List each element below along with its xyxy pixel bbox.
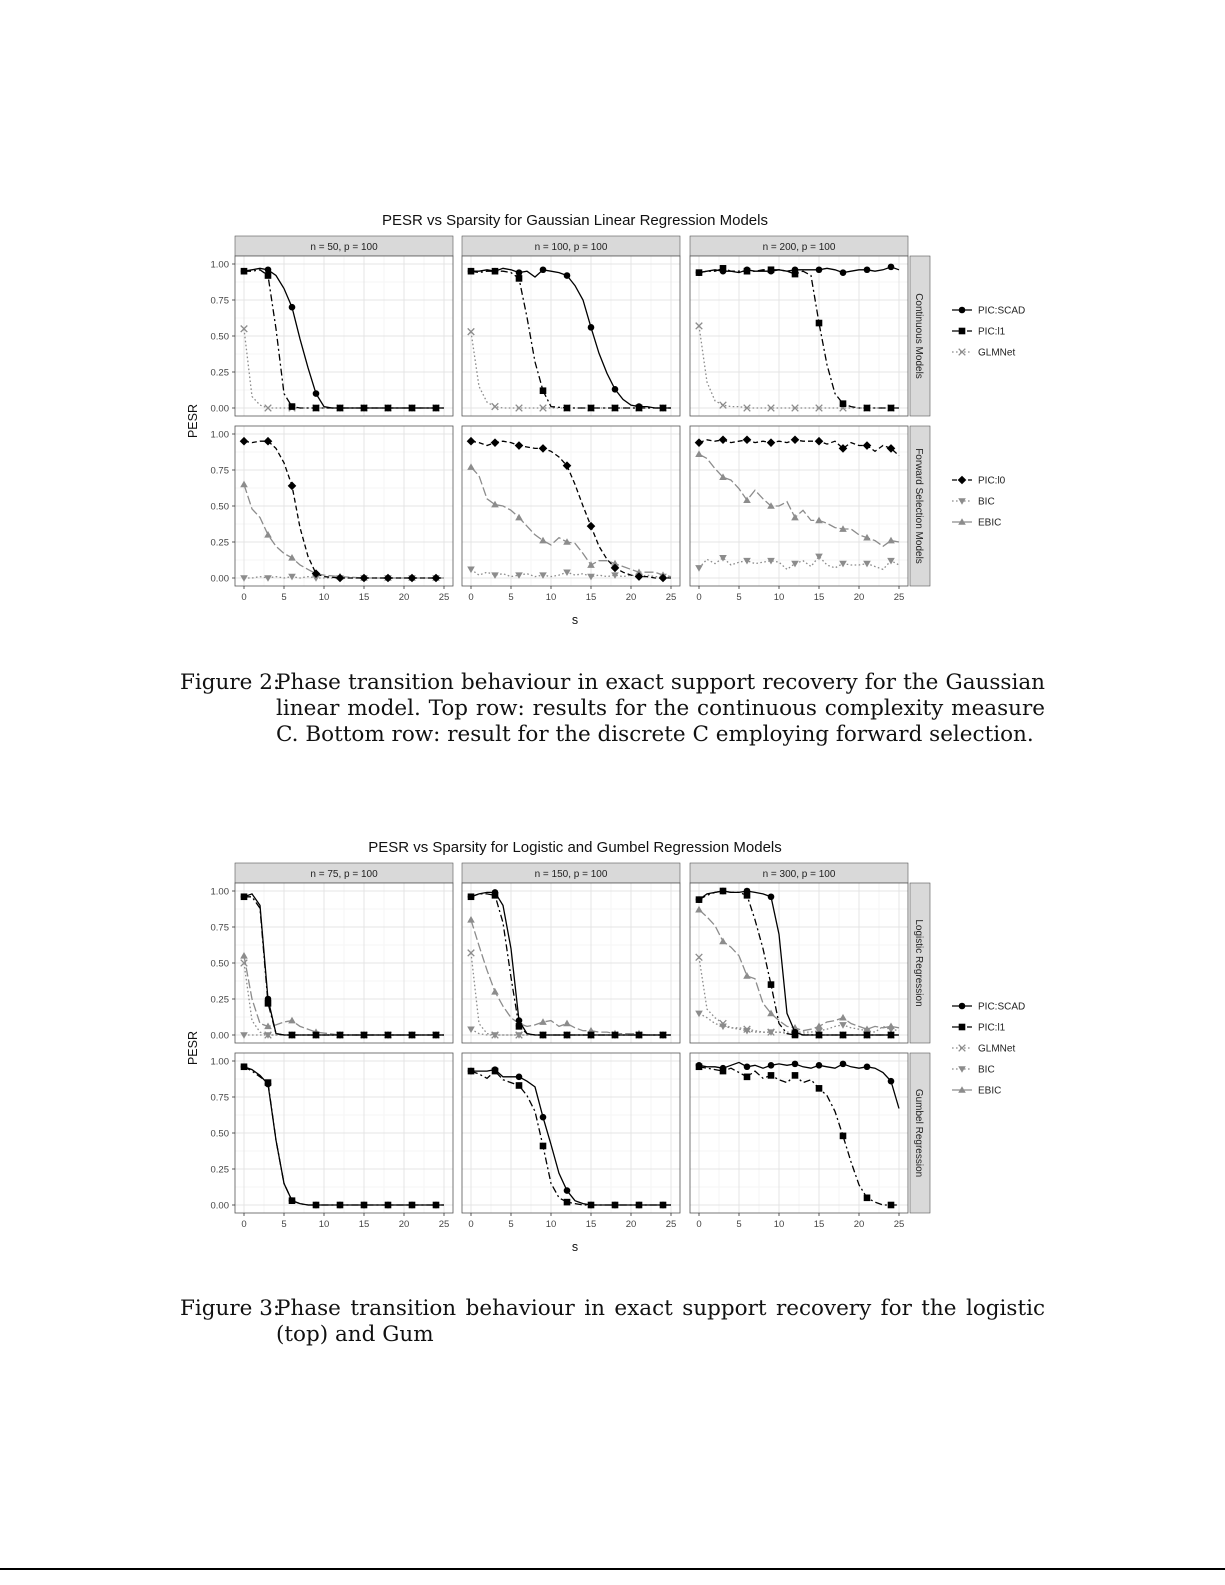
data-point: [660, 405, 667, 412]
data-point: [720, 1068, 727, 1075]
data-point: [564, 405, 571, 412]
data-point: [588, 1032, 595, 1039]
y-axis-title: PESR: [186, 1030, 200, 1066]
y-tick-label: 0.25: [210, 367, 229, 379]
legend-key-marker: [958, 476, 967, 485]
x-tick-label: 15: [813, 1219, 825, 1230]
figure-2-number: Figure 2:: [180, 670, 281, 695]
data-point: [864, 266, 871, 273]
facet-strip-label: n = 100, p = 100: [534, 242, 608, 253]
data-point: [433, 1032, 440, 1039]
legend-label: PIC:SCAD: [978, 305, 1026, 317]
y-tick-label: 0.75: [210, 465, 229, 477]
panel-r0-c1: [462, 256, 680, 416]
page-bottom-rule: [0, 1568, 1225, 1570]
x-tick-label: 25: [665, 592, 677, 603]
data-point: [816, 266, 823, 273]
data-point: [888, 1202, 895, 1209]
data-point: [385, 1032, 392, 1039]
data-point: [888, 1032, 895, 1039]
y-tick-label: 0.50: [210, 1128, 229, 1140]
data-point: [564, 272, 571, 279]
facet-strip-row-label: Logistic Regression: [913, 919, 924, 1007]
data-point: [540, 266, 547, 273]
data-point: [612, 1202, 619, 1209]
x-tick-label: 20: [853, 1219, 865, 1230]
x-tick-label: 25: [893, 1219, 905, 1230]
data-point: [289, 403, 296, 410]
x-tick-label: 25: [438, 592, 450, 603]
data-point: [540, 387, 547, 394]
y-tick-label: 1.00: [210, 886, 229, 898]
panel-r0-c0: [211, 256, 454, 416]
data-point: [768, 266, 775, 273]
figure-3-text: Phase transition behaviour in exact support recovery for the logistic (top) and Gum: [276, 1296, 1045, 1347]
data-point: [840, 1061, 847, 1068]
panel-r1-c0: [211, 426, 454, 603]
x-tick-label: 5: [508, 592, 514, 603]
data-point: [409, 1202, 416, 1209]
figure-3-number: Figure 3:: [180, 1296, 281, 1321]
x-tick-label: 5: [736, 1219, 742, 1230]
y-tick-label: 0.00: [210, 1030, 229, 1042]
chart-3: [186, 839, 1025, 1254]
legend-label: BIC: [978, 496, 995, 508]
data-point: [696, 269, 703, 276]
data-point: [409, 1032, 416, 1039]
facet-strip-row-label: Continuous Models: [913, 293, 924, 379]
data-point: [540, 1114, 547, 1121]
x-tick-label: 10: [773, 1219, 785, 1230]
x-axis-title: s: [571, 1240, 579, 1254]
data-point: [337, 405, 344, 412]
chart-title: PESR vs Sparsity for Gaussian Linear Regression Models: [381, 212, 769, 229]
data-point: [492, 268, 499, 275]
x-tick-label: 0: [241, 1219, 247, 1230]
data-point: [720, 888, 727, 895]
data-point: [241, 268, 248, 275]
data-point: [241, 1063, 248, 1070]
data-point: [792, 271, 799, 278]
facet-strip-label: n = 300, p = 100: [762, 869, 836, 880]
data-point: [337, 1032, 344, 1039]
x-tick-label: 20: [398, 592, 410, 603]
figure-3-caption: [180, 1296, 1045, 1348]
x-tick-label: 10: [545, 1219, 557, 1230]
legend-label: PIC:l1: [978, 1022, 1006, 1034]
data-point: [792, 1061, 799, 1068]
data-point: [792, 1072, 799, 1079]
data-point: [768, 1072, 775, 1079]
legend-continuous-models: [952, 306, 1025, 359]
facet-strip-label: n = 50, p = 100: [310, 242, 378, 253]
legend-label: EBIC: [978, 1085, 1002, 1097]
data-point: [313, 405, 320, 412]
data-point: [816, 1085, 823, 1092]
x-tick-label: 20: [625, 592, 637, 603]
data-point: [888, 405, 895, 412]
data-point: [696, 896, 703, 903]
x-tick-label: 25: [665, 1219, 677, 1230]
panel-r0-c0: [211, 883, 454, 1043]
data-point: [468, 268, 475, 275]
facet-strip-label: n = 75, p = 100: [310, 869, 378, 880]
chart-2: [186, 212, 1025, 627]
panel-r1-c0: [211, 1053, 454, 1230]
data-point: [660, 1202, 667, 1209]
data-point: [816, 1062, 823, 1069]
data-point: [361, 405, 368, 412]
y-tick-label: 0.50: [210, 958, 229, 970]
x-tick-label: 15: [813, 592, 825, 603]
data-point: [864, 1032, 871, 1039]
facet-strip-row-label: Gumbel Regression: [913, 1088, 924, 1178]
data-point: [744, 892, 751, 899]
data-point: [265, 1000, 272, 1007]
x-tick-label: 15: [585, 592, 597, 603]
facet-strip-label: n = 150, p = 100: [534, 869, 608, 880]
data-point: [840, 269, 847, 276]
data-point: [864, 1195, 871, 1202]
data-point: [636, 405, 643, 412]
x-tick-label: 15: [585, 1219, 597, 1230]
data-point: [588, 405, 595, 412]
y-axis-title: PESR: [186, 403, 200, 439]
data-point: [840, 1133, 847, 1140]
panel-r1-c2: [690, 426, 908, 603]
legend-label: PIC:SCAD: [978, 1001, 1026, 1013]
x-tick-label: 10: [318, 592, 330, 603]
data-point: [612, 405, 619, 412]
data-point: [313, 390, 320, 397]
legend-label: GLMNet: [978, 347, 1016, 359]
data-point: [744, 1063, 751, 1070]
data-point: [433, 1202, 440, 1209]
data-point: [612, 1032, 619, 1039]
data-point: [516, 275, 523, 282]
x-tick-label: 20: [398, 1219, 410, 1230]
data-point: [840, 1032, 847, 1039]
data-point: [468, 893, 475, 900]
legend-key-marker: [959, 1003, 966, 1010]
x-tick-label: 0: [696, 592, 702, 603]
legend-key-marker: [959, 307, 966, 314]
legend-label: PIC:l1: [978, 326, 1006, 338]
data-point: [516, 1023, 523, 1030]
data-point: [540, 1143, 547, 1150]
x-tick-label: 15: [358, 592, 370, 603]
panel-r0-c1: [462, 883, 680, 1043]
y-tick-label: 0.25: [210, 537, 229, 549]
x-tick-label: 20: [625, 1219, 637, 1230]
data-point: [588, 324, 595, 331]
data-point: [864, 1063, 871, 1070]
y-tick-label: 0.00: [210, 573, 229, 585]
data-point: [289, 1032, 296, 1039]
data-point: [792, 1032, 799, 1039]
data-point: [492, 1068, 499, 1075]
data-point: [720, 265, 727, 272]
y-tick-label: 1.00: [210, 429, 229, 441]
data-point: [492, 892, 499, 899]
legend: [952, 1002, 1025, 1097]
x-axis-title: s: [571, 613, 579, 627]
data-point: [540, 1032, 547, 1039]
panel-r1-c2: [690, 1053, 908, 1230]
data-point: [744, 1074, 751, 1081]
y-tick-label: 0.75: [210, 1092, 229, 1104]
x-tick-label: 25: [893, 592, 905, 603]
data-point: [265, 1079, 272, 1086]
x-tick-label: 20: [853, 592, 865, 603]
facet-strip-label: n = 200, p = 100: [762, 242, 836, 253]
data-point: [516, 1074, 523, 1081]
data-point: [636, 1032, 643, 1039]
legend-key-marker: [959, 328, 966, 335]
data-point: [840, 400, 847, 407]
y-tick-label: 0.00: [210, 403, 229, 415]
legend-key-marker: [959, 1024, 966, 1031]
x-tick-label: 15: [358, 1219, 370, 1230]
data-point: [744, 268, 751, 275]
data-point: [289, 1197, 296, 1204]
x-tick-label: 0: [468, 592, 474, 603]
data-point: [564, 1032, 571, 1039]
x-tick-label: 25: [438, 1219, 450, 1230]
data-point: [768, 893, 775, 900]
data-point: [385, 405, 392, 412]
data-point: [768, 981, 775, 988]
data-point: [361, 1032, 368, 1039]
x-tick-label: 0: [468, 1219, 474, 1230]
data-point: [265, 272, 272, 279]
panel-r0-c2: [690, 883, 908, 1043]
data-point: [241, 893, 248, 900]
panel-r0-c2: [690, 256, 908, 416]
data-point: [660, 1032, 667, 1039]
data-point: [888, 1078, 895, 1085]
data-point: [588, 1202, 595, 1209]
data-point: [337, 1202, 344, 1209]
chart-title: PESR vs Sparsity for Logistic and Gumbel Regression Models: [368, 839, 782, 856]
data-point: [816, 320, 823, 327]
y-tick-label: 0.25: [210, 994, 229, 1006]
data-point: [888, 264, 895, 271]
x-tick-label: 10: [545, 592, 557, 603]
y-tick-label: 0.25: [210, 1164, 229, 1176]
y-tick-label: 0.00: [210, 1200, 229, 1212]
data-point: [564, 1199, 571, 1206]
facet-strip-row-label: Forward Selection Models: [913, 448, 924, 564]
y-tick-label: 0.50: [210, 501, 229, 513]
legend-label: GLMNet: [978, 1043, 1016, 1055]
data-point: [696, 1063, 703, 1070]
data-point: [468, 1068, 475, 1075]
data-point: [516, 1082, 523, 1089]
data-point: [313, 1202, 320, 1209]
data-point: [816, 1032, 823, 1039]
x-tick-label: 10: [773, 592, 785, 603]
y-tick-label: 1.00: [210, 1056, 229, 1068]
legend-forward-selection-models: [952, 476, 1006, 529]
legend-label: EBIC: [978, 517, 1002, 529]
panel-r1-c1: [462, 1053, 680, 1230]
data-point: [313, 1032, 320, 1039]
data-point: [433, 405, 440, 412]
data-point: [636, 1202, 643, 1209]
data-point: [768, 1062, 775, 1069]
x-tick-label: 10: [318, 1219, 330, 1230]
data-point: [612, 386, 619, 393]
figure-2-text: Phase transition behaviour in exact support recovery for the Gaussian linear model. Top row: results for the continuous complexity measure C. Bottom row: result for the discrete C employing forward selection.: [276, 670, 1045, 747]
x-tick-label: 0: [241, 592, 247, 603]
data-point: [409, 405, 416, 412]
panel-r1-c1: [462, 426, 680, 603]
data-point: [564, 1187, 571, 1194]
x-tick-label: 0: [696, 1219, 702, 1230]
figure-2-caption: [180, 670, 1045, 748]
data-point: [864, 405, 871, 412]
data-point: [289, 304, 296, 311]
x-tick-label: 5: [281, 592, 287, 603]
y-tick-label: 0.75: [210, 295, 229, 307]
legend-label: PIC:l0: [978, 475, 1006, 487]
data-point: [361, 1202, 368, 1209]
x-tick-label: 5: [736, 592, 742, 603]
y-tick-label: 0.50: [210, 331, 229, 343]
data-point: [265, 266, 272, 273]
legend-label: BIC: [978, 1064, 995, 1076]
data-point: [385, 1202, 392, 1209]
y-tick-label: 1.00: [210, 259, 229, 271]
data-point: [516, 269, 523, 276]
x-tick-label: 5: [281, 1219, 287, 1230]
x-tick-label: 5: [508, 1219, 514, 1230]
y-tick-label: 0.75: [210, 922, 229, 934]
